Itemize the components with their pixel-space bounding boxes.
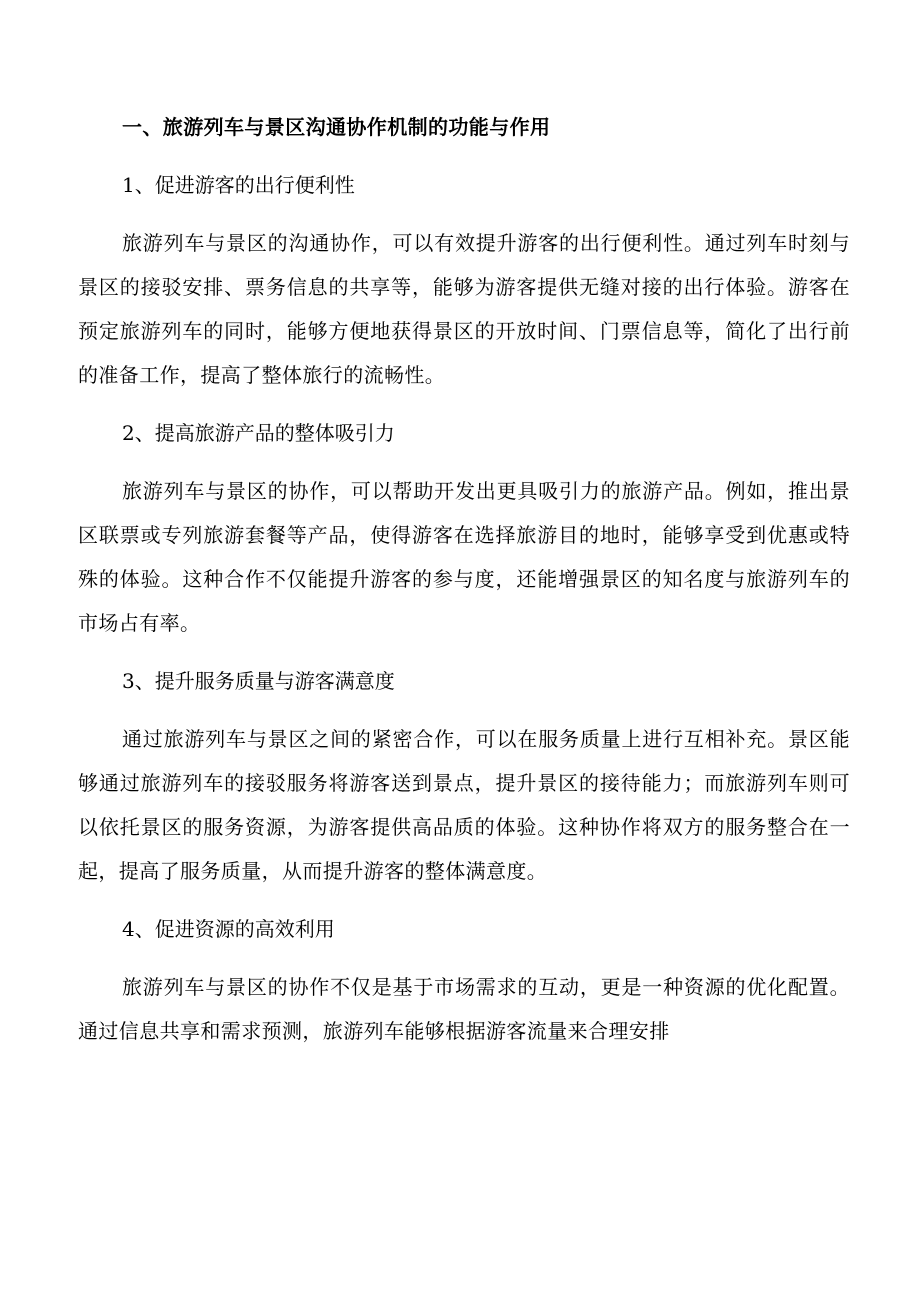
subsection-heading-4: 4、促进资源的高效利用: [122, 917, 335, 941]
subsection-paragraph-2: 旅游列车与景区的协作，可以帮助开发出更具吸引力的旅游产品。例如，推出景区联票或专列旅游套餐等产品，使得游客在选择旅游目的地时，能够享受到优惠或特殊的体验。这种合作不仅能提升游客的参与度，还能增强景区的知名度与旅游列车的市场占有率。: [78, 479, 850, 635]
subsection-paragraph-4: 旅游列车与景区的协作不仅是基于市场需求的互动，更是一种资源的优化配置。通过信息共享和需求预测，旅游列车能够根据游客流量来合理安排: [78, 975, 850, 1043]
subsection-heading-2: 2、提高旅游产品的整体吸引力: [122, 421, 395, 445]
subsection-paragraph-3: 通过旅游列车与景区之间的紧密合作，可以在服务质量上进行互相补充。景区能够通过旅游列车的接驳服务将游客送到景点，提升景区的接待能力；而旅游列车则可以依托景区的服务资源，为游客提供高品质的体验。这种协作将双方的服务整合在一起，提高了服务质量，从而提升游客的整体满意度。: [78, 727, 850, 883]
subsection-heading-3: 3、提升服务质量与游客满意度: [122, 669, 395, 693]
subsection-paragraph-1: 旅游列车与景区的沟通协作，可以有效提升游客的出行便利性。通过列车时刻与景区的接驳安排、票务信息的共享等，能够为游客提供无缝对接的出行体验。游客在预定旅游列车的同时，能够方便地获得景区的开放时间、门票信息等，简化了出行前的准备工作，提高了整体旅行的流畅性。: [78, 231, 850, 387]
section-title: 一、旅游列车与景区沟通协作机制的功能与作用: [122, 115, 551, 139]
document-body: [78, 105, 850, 1067]
subsection-heading-1: 1、促进游客的出行便利性: [122, 173, 355, 197]
